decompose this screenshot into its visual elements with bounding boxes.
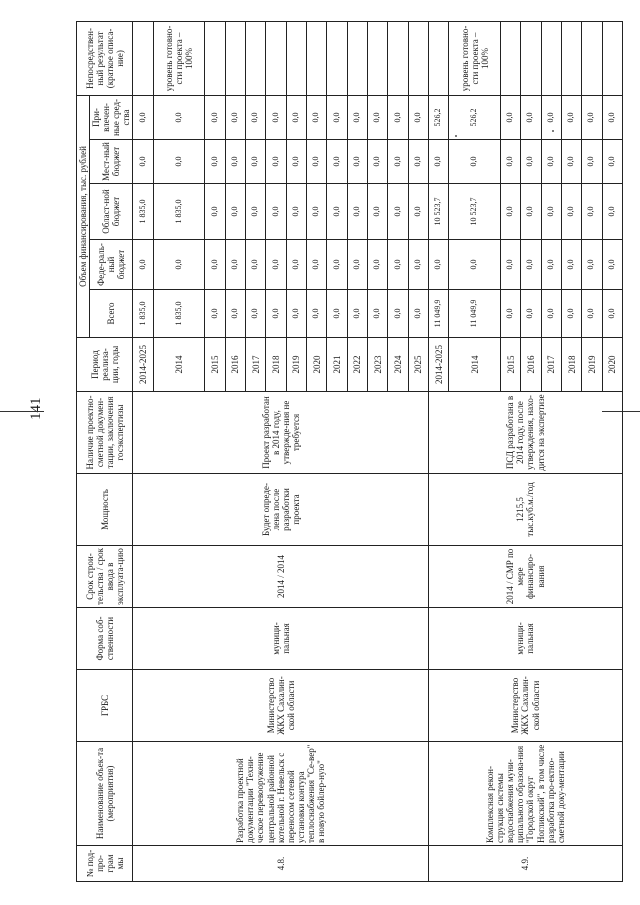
regional-cell: 10 523,7 (449, 184, 501, 240)
table-row (133, 21, 153, 881)
total-cell: 0,0 (327, 290, 347, 338)
section-name: Комплексная рекон-струкция системы водоснабжения муни-ципального образова-ния "Городской округ Ногликский", в том числе разработка про-ектно-сметной доку-ментации (428, 742, 622, 846)
period-cell: 2019 (582, 338, 602, 392)
result-cell (225, 21, 245, 95)
total-cell: 0,0 (246, 290, 266, 338)
header-name: Наименование объек-та (мероприятия) (77, 742, 133, 846)
total-cell: 0,0 (521, 290, 541, 338)
header-ownership: Форма соб-ственности (77, 608, 133, 670)
result-cell (408, 21, 428, 95)
header-attracted: При-влечен-ные сред-ства (90, 95, 133, 139)
attracted-cell: 0,0 (561, 95, 581, 139)
period-cell: 2017 (541, 338, 561, 392)
federal-cell: 0,0 (327, 240, 347, 290)
header-regional: Област-ной бюджет (90, 184, 133, 240)
local-cell: 0,0 (561, 140, 581, 184)
regional-cell: 0,0 (602, 184, 622, 240)
local-cell: 0,0 (582, 140, 602, 184)
period-cell: 2023 (368, 338, 388, 392)
attracted-cell: 0,0 (602, 95, 622, 139)
regional-cell: 0,0 (347, 184, 367, 240)
local-cell: 0,0 (225, 140, 245, 184)
scan-margin-line (0, 411, 44, 412)
federal-cell: 0,0 (246, 240, 266, 290)
federal-cell: 0,0 (347, 240, 367, 290)
attracted-cell: 0,0 (205, 95, 225, 139)
section-number: 4.9. (428, 846, 622, 882)
total-cell: 0,0 (225, 290, 245, 338)
section-grbs: Министерство ЖКХ Сахалин-ской области (133, 670, 429, 742)
regional-cell: 0,0 (408, 184, 428, 240)
period-cell: 2014-2025 (133, 338, 153, 392)
result-cell (133, 21, 153, 95)
regional-cell: 0,0 (500, 184, 520, 240)
federal-cell: 0,0 (500, 240, 520, 290)
result-cell (327, 21, 347, 95)
period-cell: 2017 (246, 338, 266, 392)
period-cell: 2016 (521, 338, 541, 392)
regional-cell: 0,0 (388, 184, 408, 240)
regional-cell: 0,0 (286, 184, 306, 240)
attracted-cell: 0,0 (521, 95, 541, 139)
header-documentation: Наличие проектно-сметной докумен-тации, заключения госэкспертизы (77, 392, 133, 474)
regional-cell: 0,0 (521, 184, 541, 240)
result-cell: уровень готовно-сти проекта – 100% (449, 21, 501, 95)
attracted-cell: 0,0 (368, 95, 388, 139)
federal-cell: 0,0 (408, 240, 428, 290)
local-cell: 0,0 (153, 140, 205, 184)
header-total: Всего (90, 290, 133, 338)
result-cell (205, 21, 225, 95)
attracted-cell: 0,0 (153, 95, 205, 139)
regional-cell: 0,0 (541, 184, 561, 240)
result-cell (368, 21, 388, 95)
federal-cell: 0,0 (449, 240, 501, 290)
result-cell: уровень готовно-сти проекта – 100% (153, 21, 205, 95)
section-name: Разработка проектной документации "Техни-ческое перевооружение центральной районной котельной г. Невельск с переносом сетевой установки контура теплоснабжения "Се-вер" в новую бойлер-ную" (133, 742, 429, 846)
result-cell (347, 21, 367, 95)
section-grbs: Министерство ЖКХ Сахалин-ской области (428, 670, 622, 742)
section-ownership: муници-пальная (428, 608, 622, 670)
local-cell: 0,0 (449, 140, 501, 184)
local-cell: 0,0 (347, 140, 367, 184)
federal-cell: 0,0 (428, 240, 448, 290)
section-documentation: ПСД разработана в 2014 году, после утверждения, нахо-дится на экспертизе (428, 392, 622, 474)
total-cell: 0,0 (266, 290, 286, 338)
attracted-cell: 0,0 (347, 95, 367, 139)
result-cell (582, 21, 602, 95)
header-term: Срок строи-тельства / срок ввода в эксплуата-цию (77, 546, 133, 608)
federal-cell: 0,0 (541, 240, 561, 290)
attracted-cell: 0,0 (327, 95, 347, 139)
federal-cell: 0,0 (307, 240, 327, 290)
total-cell: 0,0 (286, 290, 306, 338)
federal-cell: 0,0 (225, 240, 245, 290)
local-cell: 0,0 (246, 140, 266, 184)
result-cell (428, 21, 448, 95)
header-period: Период реализа-ции, годы (77, 338, 133, 392)
period-cell: 2021 (327, 338, 347, 392)
section-number: 4.8. (133, 846, 429, 882)
period-cell: 2014 (153, 338, 205, 392)
result-cell (541, 21, 561, 95)
header-result: Непосредствен-ный результат (краткое описа-ние) (77, 21, 133, 95)
regional-cell: 0,0 (368, 184, 388, 240)
period-cell: 2018 (561, 338, 581, 392)
result-cell (561, 21, 581, 95)
result-cell (246, 21, 266, 95)
federal-cell: 0,0 (561, 240, 581, 290)
regional-cell: 1 835,0 (133, 184, 153, 240)
total-cell: 0,0 (368, 290, 388, 338)
federal-cell: 0,0 (521, 240, 541, 290)
page-number: 141 (28, 397, 44, 420)
total-cell: 0,0 (347, 290, 367, 338)
local-cell: 0,0 (388, 140, 408, 184)
total-cell: 1 835,0 (133, 290, 153, 338)
attracted-cell: 526,2 (449, 95, 501, 139)
federal-cell: 0,0 (602, 240, 622, 290)
period-cell: 2018 (266, 338, 286, 392)
regional-cell: 0,0 (266, 184, 286, 240)
header-federal: Феде-раль-ный бюджет (90, 240, 133, 290)
total-cell: 0,0 (307, 290, 327, 338)
total-cell: 0,0 (500, 290, 520, 338)
local-cell: 0,0 (327, 140, 347, 184)
local-cell: 0,0 (266, 140, 286, 184)
federal-cell: 0,0 (286, 240, 306, 290)
attracted-cell: 0,0 (500, 95, 520, 139)
period-cell: 2020 (307, 338, 327, 392)
total-cell: 0,0 (388, 290, 408, 338)
federal-cell: 0,0 (368, 240, 388, 290)
period-cell: 2016 (225, 338, 245, 392)
local-cell: 0,0 (428, 140, 448, 184)
period-cell: 2015 (205, 338, 225, 392)
attracted-cell: 0,0 (286, 95, 306, 139)
program-table (76, 21, 623, 882)
rotated-table-container (76, 22, 623, 882)
table-row (428, 21, 448, 881)
section-documentation: Проект разработан в 2014 году, утвержде-ния не требуется (133, 392, 429, 474)
total-cell: 1 835,0 (153, 290, 205, 338)
period-cell: 2024 (388, 338, 408, 392)
attracted-cell: 0,0 (225, 95, 245, 139)
section-term: 2014 / 2014 (133, 546, 429, 608)
attracted-cell: 0,0 (582, 95, 602, 139)
regional-cell: 0,0 (307, 184, 327, 240)
total-cell: 0,0 (561, 290, 581, 338)
local-cell: 0,0 (408, 140, 428, 184)
section-ownership: муници-пальная (133, 608, 429, 670)
header-financing-group: Объем финансирования, тыс. рублей (77, 95, 90, 337)
local-cell: 0,0 (521, 140, 541, 184)
period-cell: 2022 (347, 338, 367, 392)
result-cell (266, 21, 286, 95)
local-cell: 0,0 (368, 140, 388, 184)
federal-cell: 0,0 (205, 240, 225, 290)
attracted-cell: 0,0 (307, 95, 327, 139)
regional-cell: 0,0 (205, 184, 225, 240)
regional-cell: 0,0 (225, 184, 245, 240)
section-capacity: Будет опреде-лена после разработки проекта (133, 474, 429, 546)
period-cell: 2025 (408, 338, 428, 392)
header-grbs: ГРБС (77, 670, 133, 742)
federal-cell: 0,0 (266, 240, 286, 290)
local-cell: 0,0 (133, 140, 153, 184)
total-cell: 0,0 (408, 290, 428, 338)
period-cell: 2015 (500, 338, 520, 392)
period-cell: 2020 (602, 338, 622, 392)
federal-cell: 0,0 (133, 240, 153, 290)
regional-cell: 0,0 (246, 184, 266, 240)
total-cell: 0,0 (205, 290, 225, 338)
local-cell: 0,0 (602, 140, 622, 184)
local-cell: 0,0 (205, 140, 225, 184)
regional-cell: 0,0 (327, 184, 347, 240)
attracted-cell: 0,0 (541, 95, 561, 139)
period-cell: 2014-2025 (428, 338, 448, 392)
attracted-cell: 526,2 (428, 95, 448, 139)
result-cell (602, 21, 622, 95)
attracted-cell: 0,0 (266, 95, 286, 139)
total-cell: 11 049,9 (428, 290, 448, 338)
header-row-1 (77, 21, 90, 881)
header-no: № под-про-грам мы (77, 846, 133, 882)
period-cell: 2019 (286, 338, 306, 392)
attracted-cell: 0,0 (408, 95, 428, 139)
regional-cell: 10 523,7 (428, 184, 448, 240)
section-term: 2014 / СМР по мере финансиро-вания (428, 546, 622, 608)
result-cell (388, 21, 408, 95)
result-cell (500, 21, 520, 95)
regional-cell: 0,0 (561, 184, 581, 240)
local-cell: 0,0 (541, 140, 561, 184)
result-cell (521, 21, 541, 95)
total-cell: 0,0 (602, 290, 622, 338)
header-capacity: Мощность (77, 474, 133, 546)
period-cell: 2014 (449, 338, 501, 392)
section-capacity: 1215,5 тыс.куб.м./год (428, 474, 622, 546)
result-cell (307, 21, 327, 95)
federal-cell: 0,0 (388, 240, 408, 290)
table-body (133, 21, 623, 881)
total-cell: 11 049,9 (449, 290, 501, 338)
local-cell: 0,0 (500, 140, 520, 184)
header-local: Мест-ный бюджет (90, 140, 133, 184)
total-cell: 0,0 (541, 290, 561, 338)
federal-cell: 0,0 (582, 240, 602, 290)
attracted-cell: 0,0 (388, 95, 408, 139)
local-cell: 0,0 (286, 140, 306, 184)
regional-cell: 0,0 (582, 184, 602, 240)
regional-cell: 1 835,0 (153, 184, 205, 240)
result-cell (286, 21, 306, 95)
federal-cell: 0,0 (153, 240, 205, 290)
attracted-cell: 0,0 (246, 95, 266, 139)
local-cell: 0,0 (307, 140, 327, 184)
total-cell: 0,0 (582, 290, 602, 338)
attracted-cell: 0,0 (133, 95, 153, 139)
